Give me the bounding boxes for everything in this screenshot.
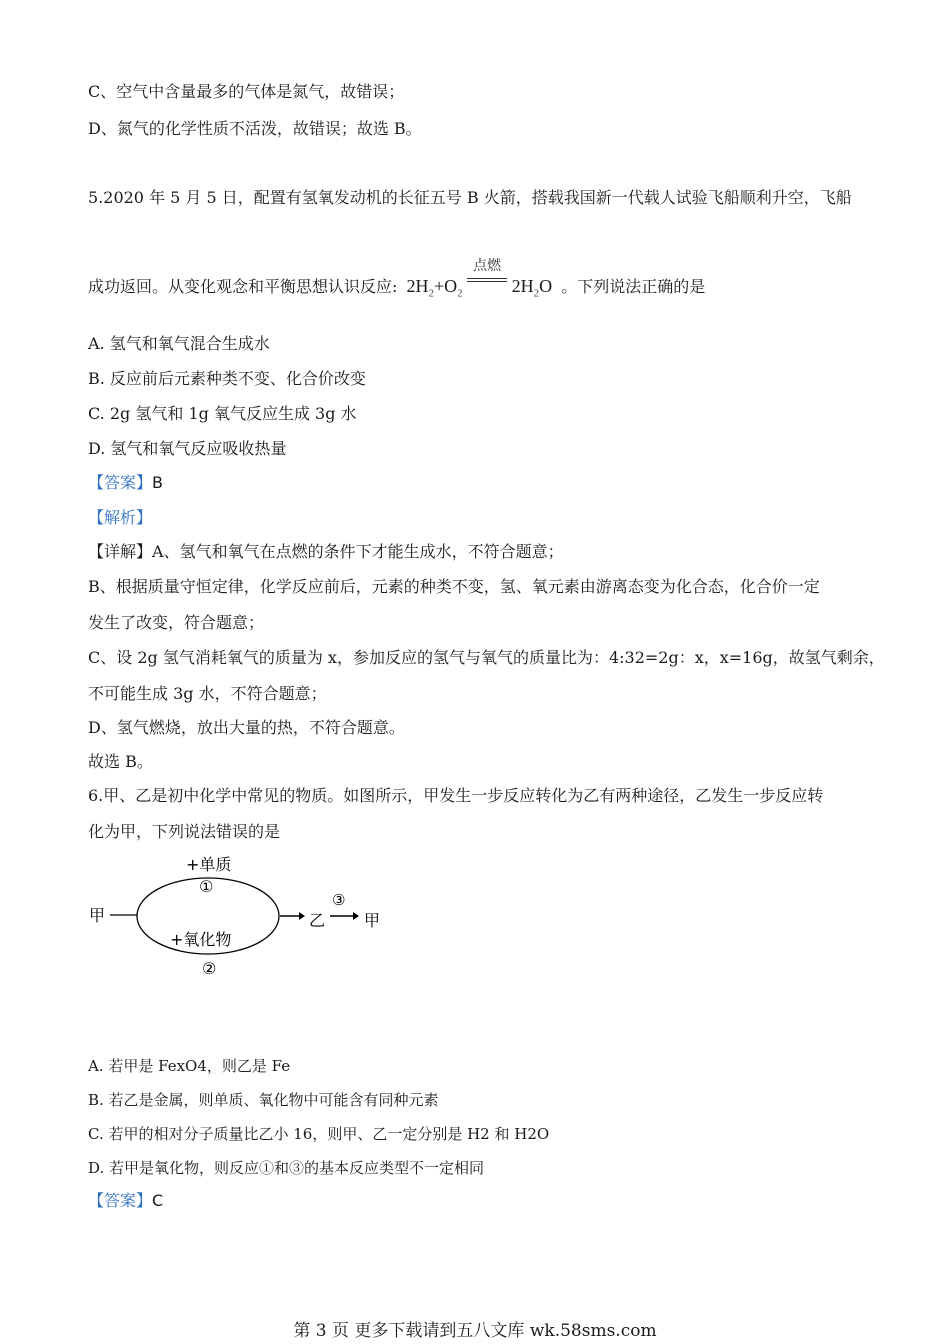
diagram-circle-1: ① <box>199 877 214 896</box>
q5-option-a: A. 氢气和氧气混合生成水 <box>88 334 270 353</box>
q5-detail-a <box>88 542 564 562</box>
q5-stem-text: 成功返回。从变化观念和平衡思想认识反应: <box>88 277 398 296</box>
answer-label: 【答案】 <box>88 1191 153 1210</box>
page-footer: 第 3 页 更多下载请到五八文库 wk.58sms.com <box>293 1321 657 1341</box>
q6-stem-line1: 6.甲、乙是初中化学中常见的物质。如图所示，甲发生一步反应转化为乙有两种途径，乙发生一步反应转 <box>88 786 824 805</box>
q5-conclusion: 故选 B。 <box>88 752 153 771</box>
eq-condition <box>467 258 507 296</box>
q5-answer <box>88 473 163 493</box>
eq-product-o: O <box>539 276 553 296</box>
diagram-top-label: +单质 <box>186 855 232 874</box>
q6-option-c: C. 若甲的相对分子质量比乙小 16，则甲、乙一定分别是 H2 和 H2O <box>88 1125 550 1143</box>
q5-option-d: D. 氢气和氧气反应吸收热量 <box>88 439 287 458</box>
q5-detail-c2: 不可能生成 3g 水，不符合题意； <box>88 684 327 703</box>
q5-detail-b2: 发生了改变，符合题意； <box>88 613 265 632</box>
q5-option-c: C. 2g 氢气和 1g 氧气反应生成 3g 水 <box>88 404 357 423</box>
diagram-bottom-label: +氧化物 <box>170 930 232 949</box>
q4-option-d-explanation: D、氮气的化学性质不活泼，故错误；故选 B。 <box>88 119 422 138</box>
q4-option-c-explanation: C、空气中含量最多的气体是氮气，故错误； <box>88 82 405 101</box>
answer-value: B <box>152 473 163 492</box>
eq-sub: 2 <box>428 287 434 300</box>
chemical-equation <box>406 258 553 304</box>
diagram-middle-substance: 乙 <box>309 911 326 930</box>
q6-option-b: B. 若乙是金属，则单质、氧化物中可能含有同种元素 <box>88 1091 439 1109</box>
diagram-circle-2: ② <box>202 959 217 978</box>
q5-detail-d: D、氢气燃烧，放出大量的热，不符合题意。 <box>88 718 405 737</box>
analysis-label: 【解析】 <box>88 508 153 527</box>
q5-stem-line1: 5.2020 年 5 月 5 日，配置有氢氧发动机的长征五号 B 火箭，搭载我国新一代载人试验飞船顺利升空，飞船 <box>88 188 852 207</box>
q5-detail-b1: B、根据质量守恒定律，化学反应前后，元素的种类不变，氢、氧元素由游离态变为化合态，化合价一定 <box>88 577 820 596</box>
q5-stem-question: 。下列说法正确的是 <box>561 277 706 296</box>
q5-detail-c1: C、设 2g 氢气消耗氧气的质量为 x，参加反应的氢气与氧气的质量比为：4:32=2g：x，x=16g，故氢气剩余， <box>88 648 885 667</box>
q6-answer <box>88 1191 163 1211</box>
eq-condition-label: 点燃 <box>473 258 502 274</box>
eq-double-line <box>467 278 507 282</box>
answer-label: 【答案】 <box>88 473 153 492</box>
diagram-left-substance: 甲 <box>89 906 106 925</box>
reaction-diagram <box>86 850 396 985</box>
diagram-circle-3: ③ <box>332 891 346 909</box>
eq-product-h: 2H <box>511 276 534 296</box>
detail-a-text: A、氢气和氧气在点燃的条件下才能生成水，不符合题意； <box>152 542 564 561</box>
q6-stem-line2: 化为甲，下列说法错误的是 <box>88 822 281 841</box>
q6-option-d: D. 若甲是氧化物，则反应①和③的基本反应类型不一定相同 <box>88 1159 485 1177</box>
eq-sub: 2 <box>457 287 463 300</box>
diagram-right-substance: 甲 <box>364 911 381 930</box>
answer-value: C <box>152 1191 164 1210</box>
diagram-arrow-1-head <box>299 912 305 920</box>
detail-label: 【详解】 <box>88 542 153 561</box>
q5-stem-line2 <box>88 258 706 304</box>
diagram-arrow-2-head <box>353 912 359 920</box>
q6-option-a: A. 若甲是 FexO4，则乙是 Fe <box>88 1057 291 1075</box>
eq-reactant-h: 2H <box>406 276 429 296</box>
eq-reactant-o: +O <box>434 276 458 296</box>
eq-sub: 2 <box>533 287 540 300</box>
q5-option-b: B. 反应前后元素种类不变、化合价改变 <box>88 369 366 388</box>
